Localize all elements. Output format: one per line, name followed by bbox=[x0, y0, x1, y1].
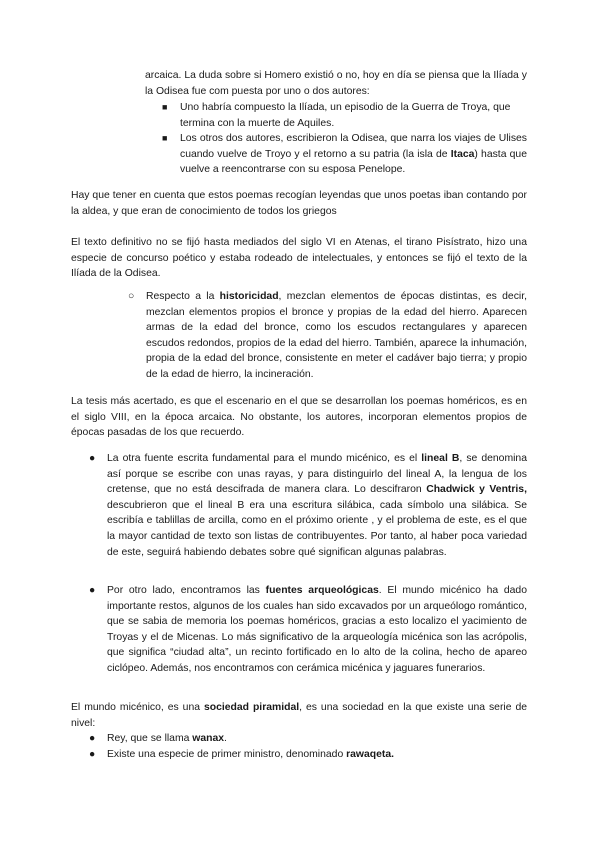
circle-bullet-icon: ○ bbox=[128, 291, 135, 302]
linear-b-list bbox=[87, 451, 527, 560]
list-item: ● La otra fuente escrita fundamental para el mundo micénico, es el lineal B, se denomina así porque se escribe con unas rayas, y para distinguirlo del lineal A, la lengua de los cretense, que no está descifrada de manera clara. Lo descifraron Chadwick y Ventris, descubrieron que el lineal B era una escritura silábica, cada símbolo una silábica. Se escribía e tablillas de arcilla, como en el próximo oriente , y el problema de este, es el que la mayor cantidad de texto son listas de contribuyentes. Por tanto, al haber poca variedad de este, seguirá habiendo debates sobre qué significan algunas palabras. bbox=[89, 453, 527, 558]
society-levels-list bbox=[87, 731, 527, 762]
bold-term: Chadwick y Ventris, bbox=[426, 484, 527, 496]
bold-term: sociedad piramidal bbox=[203, 702, 300, 713]
bold-term: rawaqeta. bbox=[346, 748, 395, 760]
bold-term: wanax bbox=[192, 733, 225, 745]
historicity-list bbox=[128, 289, 527, 383]
paragraph-legends: Hay que tener en cuenta que estos poemas recogían leyendas que unos poetas iban contando por la aldea, y que eran de conocimiento de todos los griegos bbox=[71, 190, 527, 217]
dot-bullet-icon: ● bbox=[89, 733, 96, 745]
paragraph-society: El mundo micénico, es una sociedad piramidal, es una sociedad en la que existe una serie de nivel: bbox=[71, 702, 528, 729]
authors-list bbox=[162, 100, 527, 178]
square-bullet-icon: ■ bbox=[162, 133, 168, 144]
list-item: ● Por otro lado, encontramos las fuentes arqueológicas. El mundo micénico ha dado importante restos, algunos de los cuales han sido excavados por un arqueólogo romántico, que se sabia de memoria los poemas homéricos, gracias a esto localizo el yacimiento de Troyas y el de Micenas. Lo más significativo de la arqueología micénica son las acrópolis, que significa “ciudad alta”, un recinto fortificado en lo alto de la colina, hecho de apareo ciclópeo. Además, nos encontramos con cerámica micénica y jaguares funerarios. bbox=[89, 585, 527, 674]
dot-bullet-icon: ● bbox=[89, 585, 96, 596]
list-item: ● Rey, que se llama wanax. bbox=[87, 731, 527, 747]
bold-term: fuentes arqueológicas bbox=[265, 585, 379, 596]
bold-term: Itaca bbox=[450, 148, 475, 160]
list-item: ● Existe una especie de primer ministro, denominado rawaqeta. bbox=[87, 747, 527, 763]
list-item: ■ Uno habría compuesto la Ilíada, un episodio de la Guerra de Troya, que termina con la muerte de Aquiles. bbox=[162, 102, 511, 129]
dot-bullet-icon: ● bbox=[89, 748, 96, 760]
paragraph-thesis: La tesis más acertado, es que el escenario en el que se desarrollan los poemas homéricos, es en el siglo VIII, en la época arcaica. No obstante, los autores, incorporan elementos propios de épocas pasadas de los que recuerdo. bbox=[71, 396, 527, 439]
bold-term: lineal B bbox=[421, 453, 460, 464]
dot-bullet-icon: ● bbox=[89, 453, 96, 464]
society-section bbox=[71, 700, 527, 762]
archaeology-list bbox=[87, 583, 527, 677]
list-item: ○ Respecto a la historicidad, mezclan elementos de épocas distintas, es decir, mezclan elementos propios el bronce y propias de la edad del hierro. Aparecen armas de la edad del bronce, como los escudos rectangulares y aparecen escudos redondos, propios de la edad del hierro. También, aparece la inhumación, propia de la edad del bronce, consistente en meter el cadáver bajo tierra; y propio de la edad de hierro, la incineración. bbox=[128, 291, 527, 380]
square-bullet-icon: ■ bbox=[162, 102, 168, 112]
intro-continuation: arcaica. La duda sobre si Homero existió o no, hoy en día se piensa que la Ilíada y la Odisea fue com puesta por uno o dos autores: bbox=[145, 70, 527, 97]
list-item: ■ Los otros dos autores, escribieron la Odisea, que narra los viajes de Ulises cuando vuelve de Troyo y el retorno a su patria (la isla de Itaca) hasta que vuelve a reencontrarse con su esposa Penelope. bbox=[162, 133, 527, 176]
paragraph-definitive-text: El texto definitivo no se fijó hasta mediados del siglo VI en Atenas, el tirano Pisístrato, hizo una especie de concurso poético y estaba rodeado de intelectuales, y entonces se fijó el texto de la Ilíada de la Odisea. bbox=[71, 237, 527, 280]
bold-term: historicidad bbox=[219, 291, 279, 302]
